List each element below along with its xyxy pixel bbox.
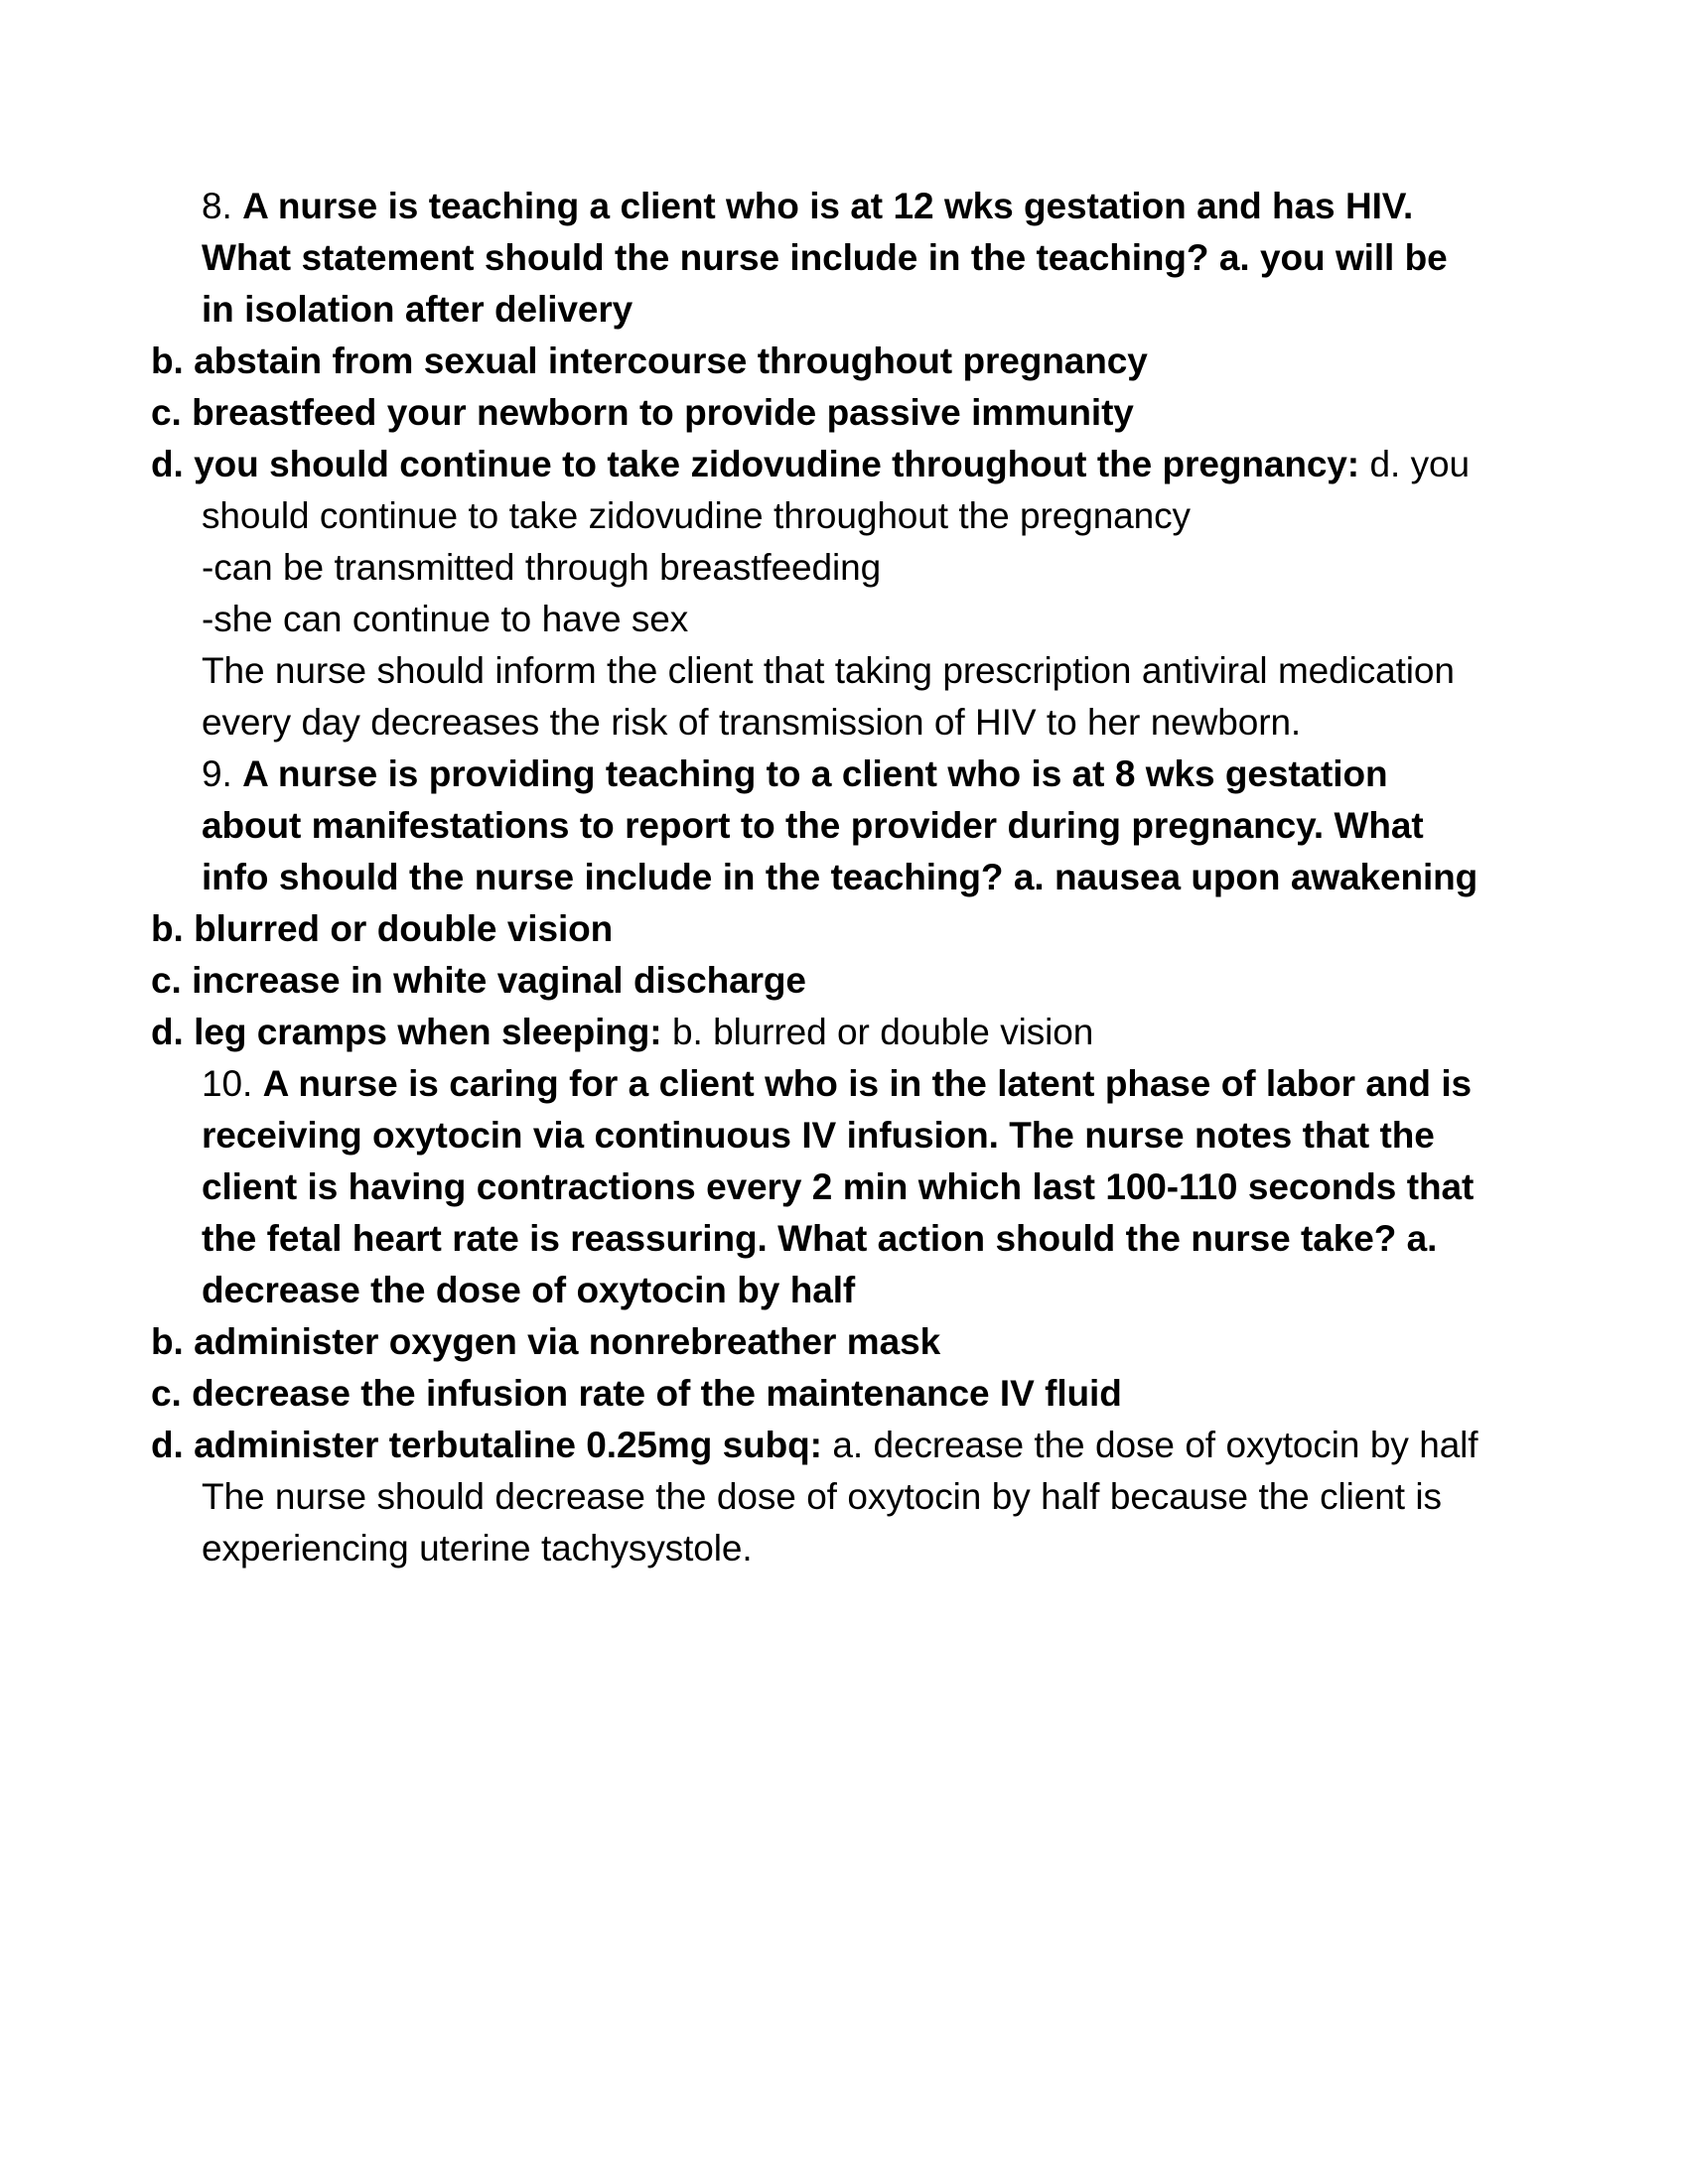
option-marker-d: d. (151, 1012, 195, 1052)
option-text-b: administer oxygen via nonrebreather mask (194, 1321, 941, 1362)
option-marker-b: b. (151, 908, 195, 949)
question-9-option-d-with-answer (151, 1007, 1479, 1058)
option-marker-b: b. (151, 1321, 195, 1362)
question-8-answer: d. you should continue to take zidovudine throughout the pregnancy (202, 444, 1470, 536)
question-10-option-d-with-answer (151, 1420, 1479, 1471)
question-10-number: 10. (202, 1063, 263, 1104)
note-text: -can be transmitted through breastfeeding (202, 547, 882, 588)
option-marker-c: c. (151, 1373, 193, 1414)
note-text: -she can continue to have sex (202, 599, 689, 639)
option-text-d: administer terbutaline 0.25mg subq: (194, 1425, 822, 1465)
question-8-number: 8. (202, 186, 243, 226)
option-text-b: blurred or double vision (194, 908, 614, 949)
question-8-option-d-with-answer (151, 439, 1479, 542)
question-10-option-b (151, 1316, 1479, 1368)
question-8-note-sex (151, 594, 1479, 645)
question-8-rationale (151, 645, 1479, 749)
option-text-d: leg cramps when sleeping: (194, 1012, 662, 1052)
question-8-note-transmission (151, 542, 1479, 594)
option-text-b: abstain from sexual intercourse throughout pregnancy (194, 341, 1148, 381)
option-marker-c: c. (151, 960, 193, 1001)
question-9-number: 9. (202, 753, 243, 794)
question-8-stem-text: A nurse is teaching a client who is at 12 wks gestation and has HIV. What statement should the nurse include in the teaching? a. you will be in isolation after delivery (202, 186, 1448, 330)
rationale-text: The nurse should inform the client that taking prescription antiviral medication every day decreases the risk of transmission of HIV to her newborn. (202, 650, 1455, 743)
rationale-text: The nurse should decrease the dose of oxytocin by half because the client is experiencing uterine tachysystole. (202, 1476, 1442, 1569)
option-marker-d: d. (151, 444, 195, 484)
question-9-answer: b. blurred or double vision (661, 1012, 1094, 1052)
option-text-d: you should continue to take zidovudine throughout the pregnancy: (194, 444, 1359, 484)
document-text-body (151, 181, 1479, 1574)
question-9-option-c (151, 955, 1479, 1007)
question-9-stem (151, 749, 1479, 903)
option-marker-d: d. (151, 1425, 195, 1465)
option-text-c: decrease the infusion rate of the maintenance IV fluid (192, 1373, 1122, 1414)
question-10-stem (151, 1058, 1479, 1316)
question-8-option-b (151, 336, 1479, 387)
question-9-stem-text: A nurse is providing teaching to a client who is at 8 wks gestation about manifestations to report to the provider during pregnancy. What info should the nurse include in the teaching? a. nausea upon awakening (202, 753, 1478, 897)
question-10-stem-text: A nurse is caring for a client who is in the latent phase of labor and is receiving oxytocin via continuous IV infusion. The nurse notes that the client is having contractions every 2 min which last 100-110 seconds that the fetal heart rate is reassuring. What action should the nurse take? a. decrease the dose of oxytocin by half (202, 1063, 1475, 1310)
option-text-c: breastfeed your newborn to provide passive immunity (192, 392, 1134, 433)
question-9-option-b (151, 903, 1479, 955)
question-8-stem (151, 181, 1479, 336)
question-10-answer: a. decrease the dose of oxytocin by half (821, 1425, 1478, 1465)
question-10-rationale (151, 1471, 1479, 1574)
option-marker-b: b. (151, 341, 195, 381)
option-text-c: increase in white vaginal discharge (192, 960, 806, 1001)
question-10-option-c (151, 1368, 1479, 1420)
option-marker-c: c. (151, 392, 193, 433)
question-8-option-c (151, 387, 1479, 439)
